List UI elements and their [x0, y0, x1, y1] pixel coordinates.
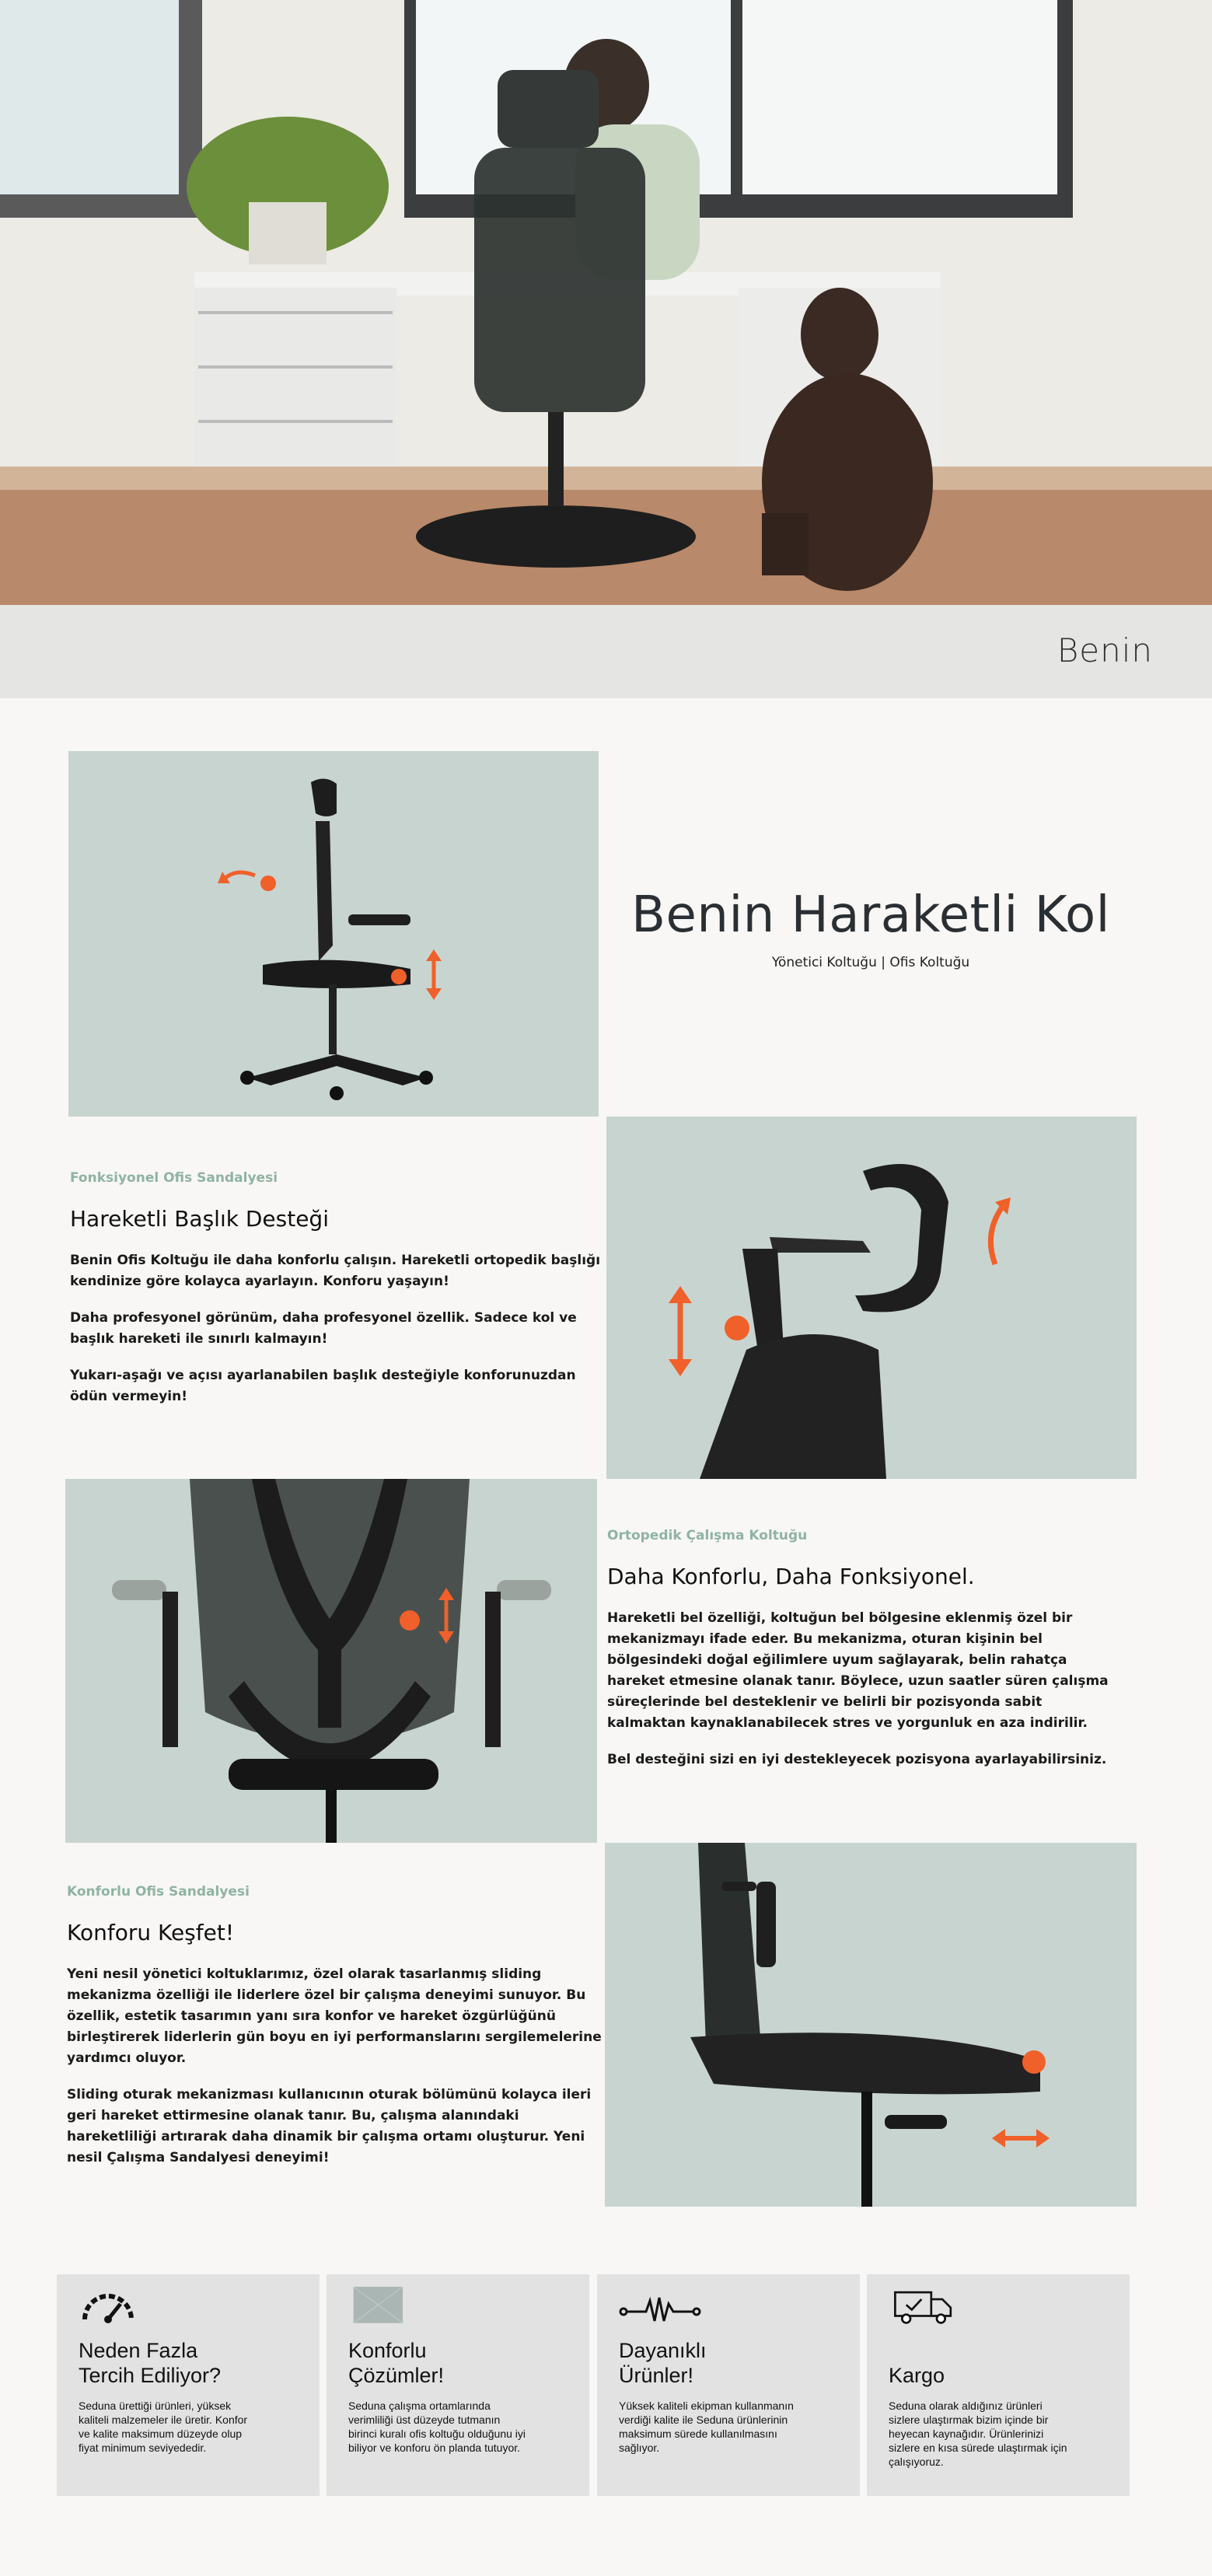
- section-headrest: [70, 1170, 606, 1407]
- feature-card: [57, 2274, 320, 2496]
- delivery-truck-icon: [889, 2287, 959, 2326]
- section-paragraph: Daha profesyonel görünüm, daha profesyonel özellik. Sadece kol ve başlık hareketi ile sınırlı kalmayın!: [70, 1310, 577, 1347]
- product-subtitle: Yönetici Koltuğu | Ofis Koltuğu: [771, 955, 970, 970]
- product-image-lumbar: [65, 1479, 597, 1843]
- product-image-full-chair: [68, 751, 599, 1117]
- section-heading: Konforu Keşfet!: [67, 1920, 235, 1945]
- product-image-seat: [605, 1843, 1137, 2207]
- feature-description: Yüksek kaliteli ekipman kullanmanın verdiği kalite ile Seduna ürünlerinin maksimum sürede kullanılmasını sağlıyor.: [619, 2399, 794, 2454]
- section-paragraph: Bel desteğini sizi en iyi destekleyecek pozisyona ayarlayabilirsiniz.: [607, 1752, 1107, 1767]
- section-eyebrow: Konforlu Ofis Sandalyesi: [67, 1884, 250, 1900]
- product-title-block: [606, 886, 1135, 970]
- feature-description: Seduna ürettiği ürünleri, yüksek kaliteli malzemeler ile üretir. Konfor ve kalite maksimum düzeyde olup fiyat minimum seviyededir.: [79, 2399, 248, 2454]
- section-sliding-seat: [67, 1884, 603, 2169]
- product-title: Benin Haraketli Kol: [631, 886, 1110, 944]
- hero-image: [0, 0, 1212, 605]
- brand-name: Benin: [1057, 631, 1153, 669]
- section-paragraph: Yukarı-aşağı ve açısı ayarlanabilen başlık desteğiyle konforunuzdan ödün vermeyin!: [70, 1368, 576, 1404]
- feature-title: Konforlu Çözümler!: [348, 2339, 445, 2387]
- feature-card: [597, 2274, 860, 2496]
- feature-title: Neden Fazla Tercih Ediliyor?: [79, 2339, 222, 2387]
- feature-title: Kargo: [889, 2364, 945, 2387]
- section-paragraph: Yeni nesil yönetici koltuklarımız, özel olarak tasarlanmış sliding mekanizma özelliği ile liderlere özel bir çalışma deneyimi sunuyor. Bu özellik, estetik tasarımın yanı sıra konfor ve hareket özgürlüğünü birleştirerek liderlerin gün boyu en iyi performanslarını sergilemelerine yardımcı oluyor.: [67, 1966, 602, 2066]
- brand-band: [0, 605, 1212, 698]
- section-lumbar: [607, 1528, 1120, 1770]
- section-heading: Daha Konforlu, Daha Fonksiyonel.: [607, 1564, 975, 1589]
- section-paragraph: Sliding oturak mekanizması kullanıcının oturak bölümünü kolayca ileri geri hareket ettirmesine olanak tanır. Bu, çalışma alanındaki hareketliliği artırarak daha dinamik bir çalışma ortamı oluşturur. Yeni nesil Çalışma Sandalyesi deneyimi!: [67, 2087, 592, 2165]
- feature-card: [867, 2274, 1130, 2496]
- feature-title: Dayanıklı Ürünler!: [619, 2339, 707, 2387]
- feature-description: Seduna çalışma ortamlarında verimliliği üst düzeyde tutmanın birinci kuralı ofis koltuğu olduğunu iyi biliyor ve konforu ön planda tutuyor.: [348, 2399, 526, 2454]
- feature-card: [327, 2274, 589, 2496]
- gauge-icon: [79, 2287, 141, 2326]
- pulse-icon: [619, 2287, 704, 2326]
- section-paragraph: Hareketli bel özelliği, koltuğun bel bölgesine eklenmiş özel bir mekanizmayı ifade eder. Bu mekanizma, oturan kişinin bel bölgesindeki doğal eğilimlere uyum sağlayarak, belin rahatça hareket etmesine olanak tanır. Böylece, uzun saatler süren çalışma süreçlerinde bel desteklenir ve belirli bir pozisyonda sabit kalmaktan kaynaklanabilecek stres ve yorgunluk en aza indirilir.: [607, 1610, 1109, 1731]
- product-image-headrest: [606, 1117, 1137, 1479]
- feature-description: Seduna olarak aldığınız ürünleri sizlere ulaştırmak bizim içinde bir heyecan kaynağıdır. Ürünlerinizi sizlere en kısa sürede ulaştırmak için çalışıyoruz.: [889, 2399, 1067, 2468]
- section-paragraph: Benin Ofis Koltuğu ile daha konforlu çalışın. Hareketli ortopedik başlığı kendinize göre kolayca ayarlayın. Konforu yaşayın!: [70, 1253, 601, 1289]
- section-heading: Hareketli Başlık Desteği: [70, 1206, 329, 1232]
- section-eyebrow: Fonksiyonel Ofis Sandalyesi: [70, 1170, 278, 1186]
- section-eyebrow: Ortopedik Çalışma Koltuğu: [607, 1528, 808, 1543]
- fabric-swatch-icon: [348, 2287, 410, 2326]
